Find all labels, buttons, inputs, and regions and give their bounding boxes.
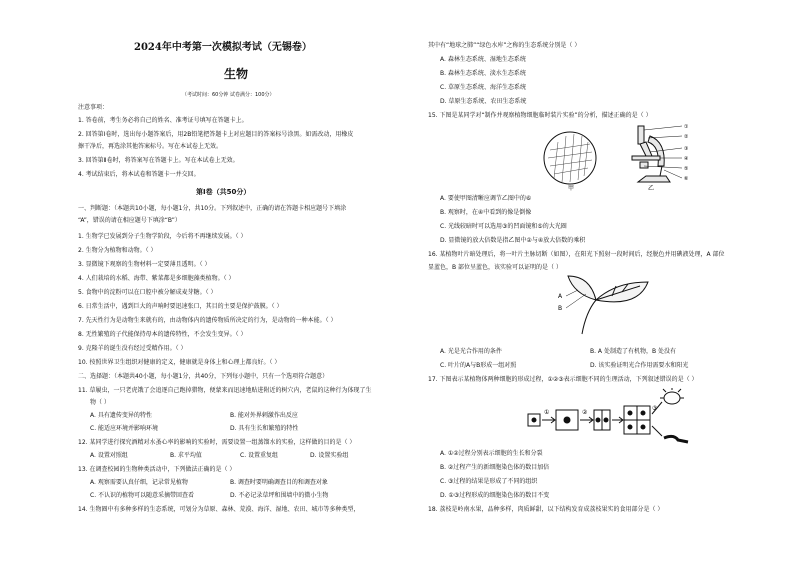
option: C. 设置重复组 — [240, 452, 279, 459]
cell-view-circle — [544, 132, 596, 184]
judge-question: 3. 显微镜下观察的生物材料一定要薄且透明。（ ） — [78, 261, 211, 268]
judge-question: 2. 生物分为植物和动物。（ ） — [78, 247, 157, 254]
judge-question: 6. 日常生活中，遇到巨大的声响时要迅速张口，其目的主要是保护鼓膜。（ ） — [78, 303, 283, 310]
option: B. 森林生态系统、淡水生态系统 — [440, 70, 526, 77]
cell-division-figure — [526, 388, 706, 446]
pointer-number: ① — [684, 124, 689, 130]
question-stem: 15. 下图是某同学对“制作并观察植物细胞临时装片实验”的分析，描述正确的是（ ） — [428, 112, 652, 119]
pointer-number: ⑥ — [684, 176, 689, 182]
microscope-drawing — [632, 126, 670, 182]
option: A. 森林生态系统、湿地生态系统 — [440, 56, 526, 63]
option: A. 观察需要认真仔细，记录常见植物 — [90, 479, 188, 486]
option: A. ①②过程分别表示细胞的生长和分裂 — [440, 450, 543, 457]
judge-question: 5. 食物中的淀粉可以在口腔中被分解成麦芽糖。（ ） — [78, 289, 217, 296]
choice-intro: 二、选择题：（本题共40小题，每小题1分，共40分，下列每小题中，只有一个选项符合题意） — [78, 373, 329, 380]
notice-line: 4. 考试结束后，将本试卷和答题卡一并交回。 — [78, 171, 200, 178]
option: C. 草原生态系统、海洋生态系统 — [440, 84, 527, 91]
question-stem: 显蓝色，B 部位呈蓝色，该实验可以证明的是（ ） — [428, 264, 562, 271]
fig-label-jia: 甲 — [568, 185, 575, 192]
notice-line: 3. 回答第Ⅱ卷时，将答案写在答题卡上。写在本试卷上无效。 — [78, 157, 239, 164]
pointer-number: ② — [684, 134, 689, 140]
leaf-drawing — [568, 276, 648, 334]
judge-question: 10. 按照世界卫生组织对健康的定义，健康就是身体上和心理上都良好。（ ） — [78, 359, 281, 366]
option: A. 光是光合作用的条件 — [440, 348, 502, 355]
judge-question: 7. 先天性行为是动物生来就有的，由动物体内的遗传物质所决定的行为，是动物的一种本能。（ ） — [78, 317, 337, 324]
microscope-figure — [542, 122, 702, 192]
judge-question: 1. 生物学已发展到分子生物学阶段，今后将不再继续发展。（ ） — [78, 233, 247, 240]
right-column — [420, 0, 750, 562]
question-stem: 11. 草履虫，一只老虎饿了会追逐自己跑掉猎物，便蒙来而迅速地贴进附近的树穴内，老鼠的这种行为体现了生 — [78, 387, 372, 394]
option: B. ②过程产生的新细胞染色体的数目加倍 — [440, 464, 550, 471]
notice-title: 注意事项： — [78, 104, 109, 111]
option: B. A 处制造了有机物，B 处没有 — [590, 348, 676, 355]
option: B. 求平均值 — [170, 452, 202, 459]
cell-division-drawing — [528, 388, 688, 442]
leaf-label-a: A — [558, 293, 563, 300]
judge-question: 9. 克隆羊的诞生没有经过受精作用。（ ） — [78, 345, 187, 352]
option: C. ③过程的结果是形成了不同的组织 — [440, 478, 538, 485]
option: D. 不必记录草坪和围墙中的微小生物 — [230, 492, 329, 499]
option: A. 要使甲图清晰应调节乙图中的⑥ — [440, 195, 532, 202]
pointer-number: ③ — [684, 146, 689, 152]
judge-question: 8. 无性繁殖的子代能保持母本的遗传特性，不会发生变异。（ ） — [78, 331, 247, 338]
question-stem: 其中有“地球之肺”“绿色水库”之称的生态系统分别是（ ） — [428, 42, 581, 49]
microscope-numbers — [684, 124, 689, 182]
question-stem: 17. 下图表示某植物体两种细胞的形成过程，①②③表示细胞不同的生理活动，下列叙述错误的是（ ） — [428, 376, 698, 383]
fig-label-yi: 乙 — [648, 185, 655, 192]
notice-line: 擦干净后，再选涂其他答案标号。写在本试卷上无效。 — [78, 143, 223, 150]
exam-title: 2024年中考第一次模拟考试（无锡卷） — [134, 42, 312, 53]
option: D. 该实验证明光合作用需要水和阳光 — [590, 362, 689, 369]
option: D. ①③过程形成的细胞染色体的数目不变 — [440, 492, 550, 499]
option: A. 具有遗传变异的特性 — [90, 412, 152, 419]
question-stem: 13. 在调查校园的生物种类活动中，下列做法正确的是（ ） — [78, 466, 236, 473]
notice-line: 1. 答卷前，考生务必将自己的姓名、准考证号填写在答题卡上。 — [78, 117, 248, 124]
leaf-figure — [556, 272, 666, 342]
judge-question: 4. 人们栽培的水稻、海带、紫菜都是多细胞藻类植物。（ ） — [78, 275, 235, 282]
option: D. 设置实验组 — [310, 452, 349, 459]
step-label: ③ — [652, 405, 658, 412]
part1-title: 第Ⅰ卷（共50分） — [196, 188, 251, 196]
exam-meta: （考试时间：60分钟 试卷满分：100分） — [182, 92, 275, 98]
option: B. 调查时要明确调查目的和调查对象 — [230, 479, 328, 486]
option: D. 草原生态系统、农田生态系统 — [440, 98, 527, 105]
question-stem: 18. 荔枝是岭南水果，品种多样，肉质鲜甜，以下结构发育成荔枝果实的食用部分是（ ） — [428, 506, 664, 513]
option: C. 能适应环境并影响环境 — [90, 425, 159, 432]
step-label: ② — [582, 409, 588, 416]
leaf-label-b: B — [558, 305, 563, 312]
option: C. 不认识的植物可以随意采摘带回查看 — [90, 492, 195, 499]
option: B. 观察时，在④中看到的像是倒像 — [440, 209, 532, 216]
notice-line: 2. 回答第Ⅰ卷时，选出每小题答案后，用2B铅笔把答题卡上对应题目的答案标号涂黑。如需改动，用橡皮 — [78, 131, 354, 138]
judge-intro: 一、判断题：（本题共10小题，每小题1分，共10分。下列叙述中，正确的请在答题卡相应题号下填涂 — [78, 205, 347, 212]
question-stem: 12. 某同学进行探究酒精对水蚤心率的影响的实验时，需要设置一组蒸馏水的实验，这样做的目的是（ ） — [78, 439, 356, 446]
option: D. 具有生长和繁殖的特性 — [230, 425, 299, 432]
option: C. 叶片的A与B形成一组对照 — [440, 362, 517, 369]
cell-pattern — [548, 134, 592, 182]
option: D. 显微镜的放大倍数是指乙图中②与④放大倍数的乘积 — [440, 237, 586, 244]
option: C. 光线较暗时可以选用③的凹面镜和⑤的大光圈 — [440, 223, 567, 230]
judge-intro: “A”，错误的请在相应题号下填涂“B”） — [78, 217, 181, 224]
question-stem: 16. 某植物叶片暗处理后，将一叶片主脉切断（如图），在阳光下照射一段时间后，经脱色并用碘液处理，A 部位 — [428, 251, 725, 258]
exam-subject: 生物 — [224, 67, 249, 81]
option: A. 设置对照组 — [90, 452, 128, 459]
left-column — [78, 0, 398, 562]
option: B. 能对外界刺激作出反应 — [230, 412, 298, 419]
question-stem: 物（ ） — [90, 399, 110, 406]
pointer-number: ④ — [684, 156, 689, 162]
pointer-number: ⑤ — [684, 166, 689, 172]
step-label: ① — [544, 409, 550, 416]
question-stem: 14. 生物圈中有多种多样的生态系统，可划分为草原、森林、荒漠、海洋、湿地、农田、城市等多种类型， — [78, 506, 360, 513]
